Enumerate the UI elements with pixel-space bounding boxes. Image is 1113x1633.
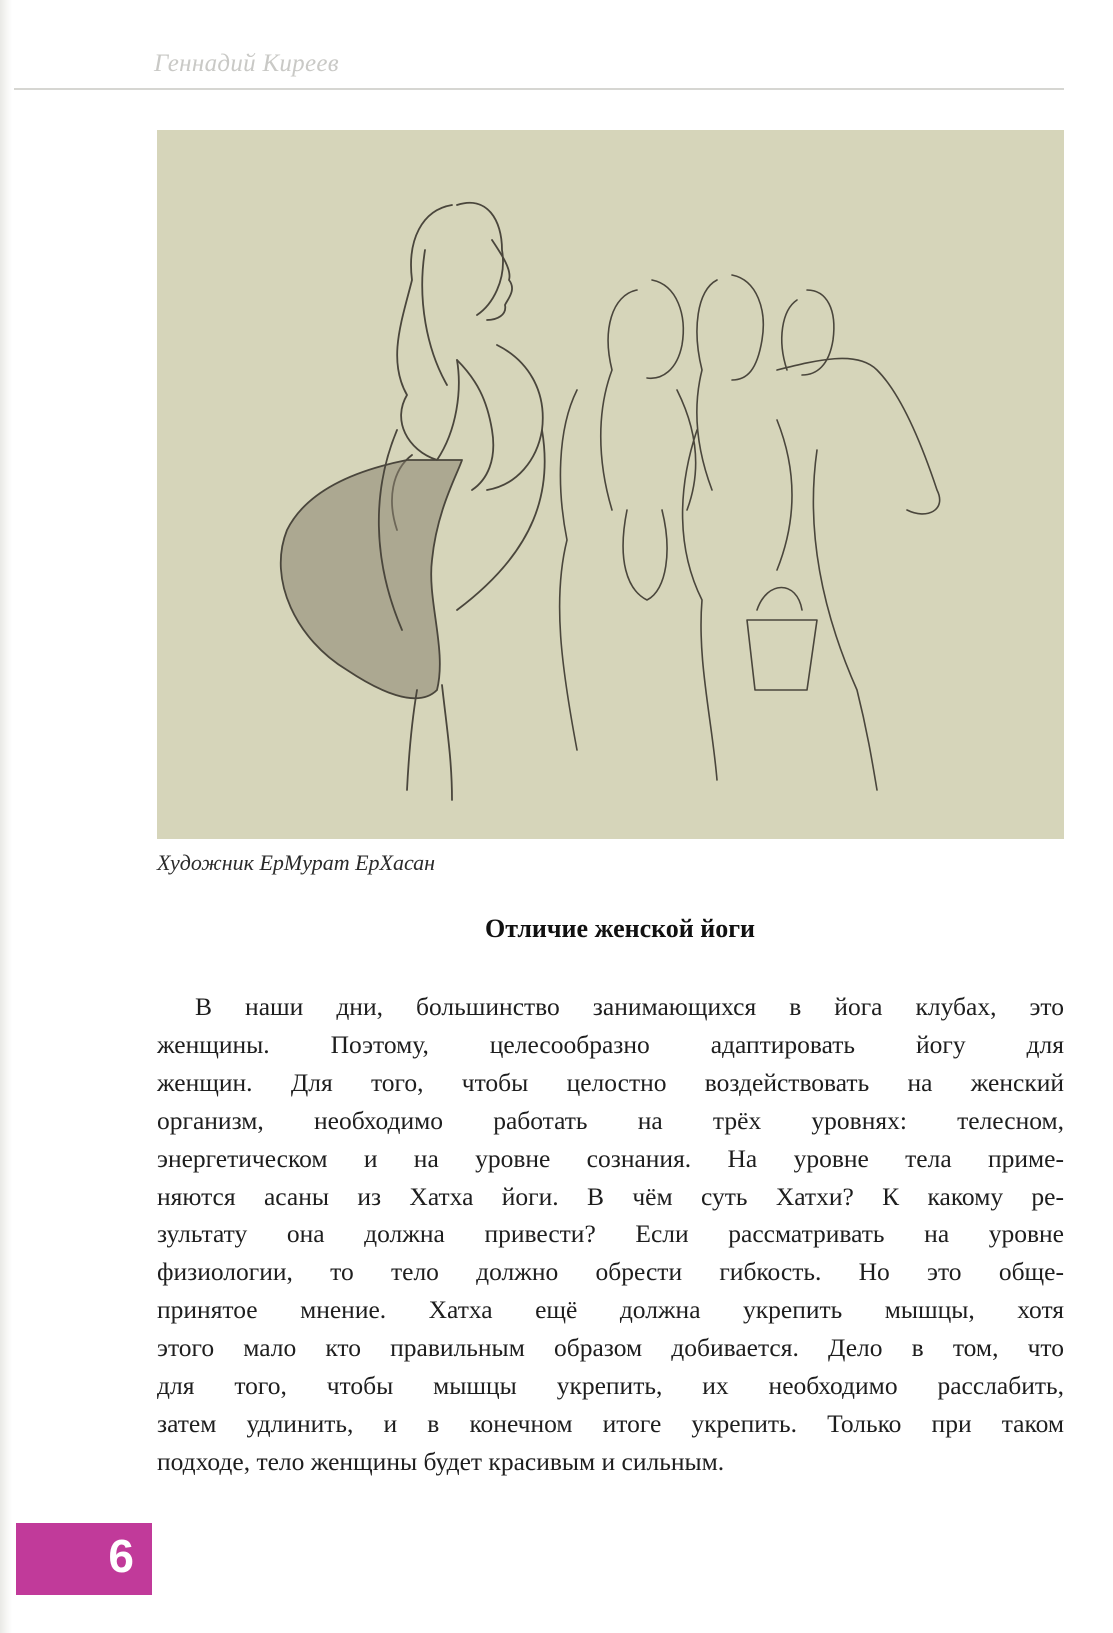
body-line: женщины. Поэтому, целесообразно адаптировать йогу для	[157, 1029, 1064, 1059]
body-paragraph	[157, 988, 1064, 1481]
illustration	[157, 130, 1064, 839]
body-line: зультату она должна привести? Если рассматривать на уровне	[157, 1219, 1064, 1249]
body-line: для того, чтобы мышцы укрепить, их необходимо расслабить,	[157, 1371, 1064, 1401]
body-line: затем удлинить, и в конечном итоге укрепить. Только при таком	[157, 1408, 1064, 1438]
illustration-drawing	[157, 130, 1064, 839]
body-line: няются асаны из Хатха йоги. В чём суть Хатхи? К какому ре-	[157, 1181, 1064, 1211]
body-line: В наши дни, большинство занимающихся в йога клубах, это	[195, 992, 1064, 1021]
page-number-tab	[16, 1523, 152, 1595]
illustration-background	[157, 130, 1064, 839]
body-line: энергетическом и на уровне сознания. На уровне тела приме-	[157, 1143, 1064, 1173]
body-line: принятое мнение. Хатха ещё должна укрепить мышцы, хотя	[157, 1295, 1064, 1325]
figure-caption: Художник ЕрМурат ЕрХасан	[157, 850, 436, 875]
running-header: Геннадий Киреев	[154, 50, 339, 77]
body-line: организм, необходимо работать на трёх уровнях: телесном,	[157, 1105, 1064, 1135]
page-number: 6	[108, 1530, 134, 1582]
body-line: подходе, тело женщины будет красивым и сильным.	[157, 1446, 725, 1476]
body-line: физиологии, то тело должно обрести гибкость. Но это обще-	[157, 1257, 1064, 1287]
header-rule	[14, 88, 1064, 90]
body-line: женщин. Для того, чтобы целостно воздействовать на женский	[157, 1067, 1064, 1097]
body-line: этого мало кто правильным образом добивается. Дело в том, что	[157, 1333, 1064, 1363]
section-title: Отличие женской йоги	[484, 914, 756, 943]
page-edge	[0, 0, 12, 1633]
